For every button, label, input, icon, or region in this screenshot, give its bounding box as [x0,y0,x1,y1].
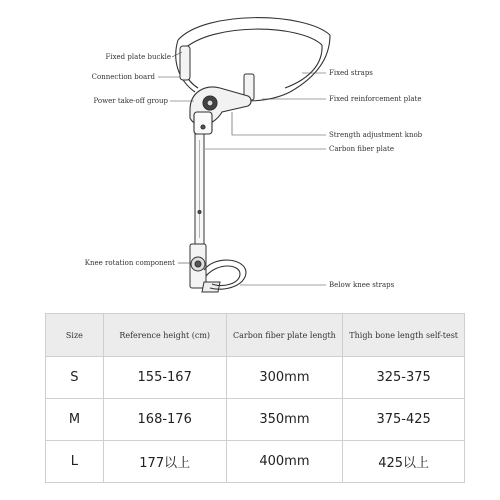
table-row [46,441,465,483]
table-row [46,357,465,399]
cell-thigh-length: 375-425 [343,399,465,441]
cell-plate-length: 300mm [226,357,343,399]
label-carbon-fiber-plate: Carbon fiber plate [329,145,395,153]
label-connection-board: Connection board [91,73,155,81]
label-strength-adjustment-knob: Strength adjustment knob [329,131,423,139]
cell-size: L [46,441,104,483]
power-takeoff-group [190,87,251,134]
header-plate-length: Carbon fiber plate length [226,314,343,357]
label-power-takeoff-group: Power take-off group [93,97,168,105]
table-row [46,399,465,441]
cell-size: S [46,357,104,399]
cell-plate-length: 350mm [226,399,343,441]
size-table [45,313,465,483]
label-knee-rotation-component: Knee rotation component [84,259,175,267]
header-thigh-length: Thigh bone length self-test [343,314,465,357]
carbon-fiber-plate [195,134,204,244]
cell-size: M [46,399,104,441]
cell-height: 155-167 [103,357,226,399]
cell-plate-length: 400mm [226,441,343,483]
cell-height: 168-176 [103,399,226,441]
label-fixed-plate-buckle: Fixed plate buckle [105,53,171,61]
cell-thigh-length: 325-375 [343,357,465,399]
leader-lines [158,52,326,285]
label-fixed-reinforcement-plate: Fixed reinforcement plate [329,95,422,103]
label-below-knee-straps: Below knee straps [329,281,395,289]
label-fixed-straps: Fixed straps [329,69,373,77]
header-size: Size [46,314,104,357]
cell-height: 177以上 [103,441,226,483]
table-header-row [46,314,465,357]
cell-thigh-length: 425以上 [343,441,465,483]
header-reference-height: Reference height (cm) [103,314,226,357]
